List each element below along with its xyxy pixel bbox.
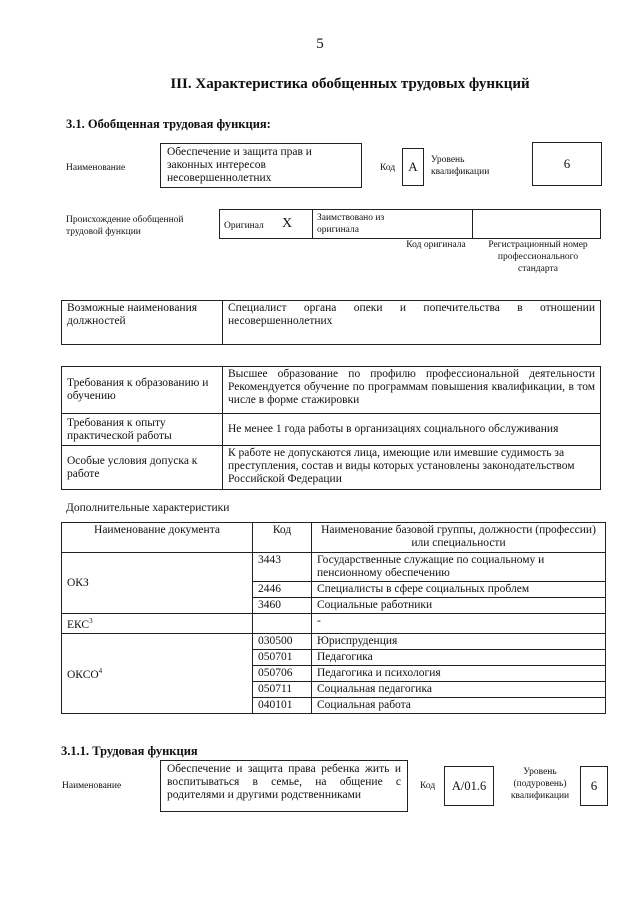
- origin-code-caption: Код оригинала: [406, 240, 466, 250]
- origin-mark: X: [282, 216, 293, 231]
- origin-reg-caption: Регистрационный номер профессионального стандарта: [488, 240, 588, 274]
- eks-doc-label: ЕКС: [67, 618, 90, 631]
- tf-name-box: [160, 760, 408, 812]
- table-cell-name: Педагогика и психология: [312, 665, 606, 681]
- col-doc-header: Наименование документа: [62, 523, 253, 553]
- origin-table: [219, 209, 601, 239]
- tf-code-value: A/01.6: [444, 766, 494, 806]
- req-education-value: Высшее образование по профилю профессиональной деятельности Рекомендуется обучение по программам повышения квалификации, в том числе в форме стажировки: [223, 367, 601, 414]
- gtf-code-label: Код: [380, 163, 396, 173]
- req-conditions-value: К работе не допускаются лица, имеющие или имевшие судимость за преступления, состав и виды которых установлены законодательством Российской Федерации: [223, 446, 601, 490]
- col-code-header: Код: [253, 523, 312, 553]
- origin-divider-2: [472, 210, 473, 238]
- table-cell-name: Государственные служащие по социальному и пенсионному обеспечению: [312, 553, 606, 582]
- req-experience-label: Требования к опыту практической работы: [62, 414, 223, 446]
- gtf-level-label: Уровень квалификации: [431, 155, 490, 177]
- table-cell-code: 3460: [253, 598, 312, 614]
- tf-name-value: Обеспечение и защита права ребенка жить и воспитываться в семье, на общение с родителями и другими родственниками: [167, 763, 401, 801]
- gtf-name-box: [160, 143, 362, 188]
- tf-code-label: Код: [420, 781, 436, 791]
- origin-label: Происхождение обобщенной трудовой функции: [66, 215, 184, 237]
- table-cell-name: Социальная педагогика: [312, 681, 606, 697]
- table-cell-name: Специалисты в сфере социальных проблем: [312, 582, 606, 598]
- okso-doc-cell: [62, 633, 253, 713]
- page-number: 5: [316, 36, 324, 52]
- table-cell-code: 2446: [253, 582, 312, 598]
- col-name-header: Наименование базовой группы, должности (профессии) или специальности: [312, 523, 606, 553]
- gtf-name-value: Обеспечение и защита прав и законных интересов несовершеннолетних: [167, 146, 312, 184]
- table-cell-name: Педагогика: [312, 649, 606, 665]
- positions-value: Специалист органа опеки и попечительства в отношении несовершеннолетних: [223, 301, 601, 345]
- table-cell-name: Юриспруденция: [312, 633, 606, 649]
- origin-original-label: Оригинал: [224, 221, 264, 231]
- req-conditions-label: Особые условия допуска к работе: [62, 446, 223, 490]
- table-cell-code: [253, 614, 312, 634]
- requirements-table: [61, 366, 601, 490]
- eks-doc-cell: [62, 614, 253, 634]
- positions-label: Возможные наименования должностей: [62, 301, 223, 345]
- req-education-label: Требования к образованию и обучению: [62, 367, 223, 414]
- gtf-heading: 3.1. Обобщенная трудовая функция:: [66, 117, 271, 131]
- table-cell-name: -: [312, 614, 606, 634]
- tf-level-label: Уровень (подуровень) квалификации: [510, 767, 570, 801]
- table-cell-name: Социальные работники: [312, 598, 606, 614]
- additional-heading: Дополнительные характеристики: [66, 502, 230, 514]
- additional-table: [61, 522, 606, 714]
- table-cell-code: 3443: [253, 553, 312, 582]
- table-cell-code: 030500: [253, 633, 312, 649]
- origin-borrowed-label: Заимствовано из оригинала: [317, 213, 385, 235]
- req-experience-value: Не менее 1 года работы в организациях социального обслуживания: [223, 414, 601, 446]
- okz-doc-cell: ОКЗ: [62, 553, 253, 614]
- table-cell-code: 050706: [253, 665, 312, 681]
- tf-level-value: 6: [580, 766, 608, 806]
- origin-divider-1: [312, 210, 313, 238]
- gtf-code-value: А: [402, 148, 424, 186]
- okso-footnote: 4: [98, 666, 103, 675]
- tf-name-label: Наименование: [62, 781, 122, 791]
- tf-heading: 3.1.1. Трудовая функция: [61, 744, 198, 758]
- table-cell-code: 050711: [253, 681, 312, 697]
- table-cell-code: 040101: [253, 697, 312, 713]
- table-cell-name: Социальная работа: [312, 697, 606, 713]
- gtf-level-value: 6: [532, 142, 602, 186]
- table-cell-code: 050701: [253, 649, 312, 665]
- gtf-name-label: Наименование: [66, 163, 126, 173]
- positions-table: [61, 300, 601, 345]
- okso-doc-label: ОКСО: [67, 668, 99, 681]
- section-title: III. Характеристика обобщенных трудовых функций: [170, 76, 530, 92]
- eks-footnote: 3: [89, 617, 93, 625]
